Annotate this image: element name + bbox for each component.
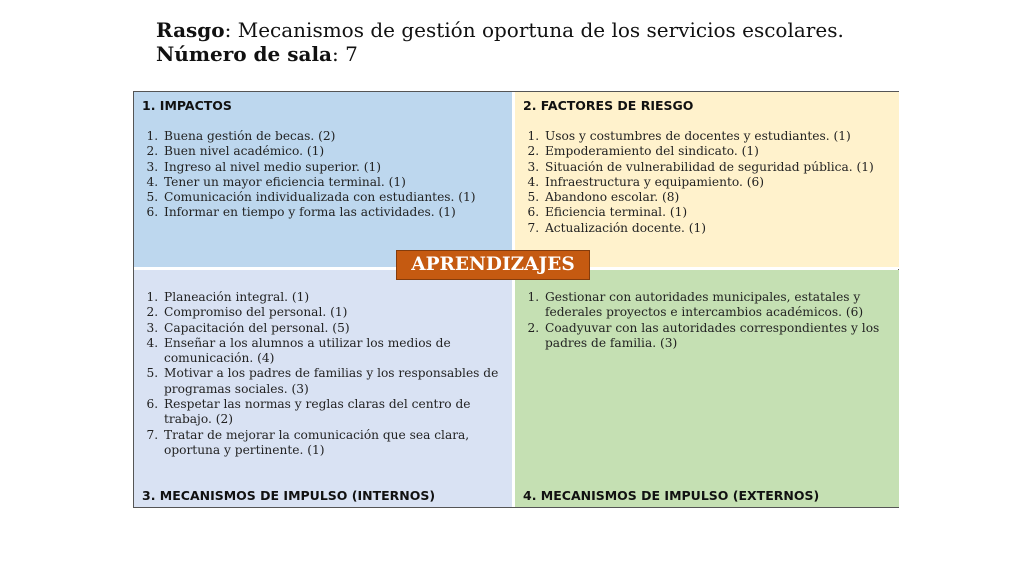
externos-list bbox=[515, 290, 893, 351]
list-item: 2. Buen nivel académico. (1) bbox=[162, 144, 502, 159]
list-item: 6. Eficiencia terminal. (1) bbox=[543, 205, 883, 220]
slide-header bbox=[156, 18, 844, 66]
list-item: 1. Buena gestión de becas. (2) bbox=[162, 129, 502, 144]
list-item: 5. Motivar a los padres de familias y los responsables de programas sociales. (3) bbox=[162, 366, 502, 397]
quadrant-grid bbox=[133, 91, 899, 508]
quadrant-title: 2. FACTORES DE RIESGO bbox=[523, 98, 694, 113]
aprendizajes-badge: APRENDIZAJES bbox=[396, 250, 590, 280]
list-item: 3. Capacitación del personal. (5) bbox=[162, 321, 502, 336]
list-item: 3. Ingreso al nivel medio superior. (1) bbox=[162, 160, 502, 175]
list-item: 3. Situación de vulnerabilidad de seguridad pública. (1) bbox=[543, 160, 883, 175]
list-item: 6. Informar en tiempo y forma las actividades. (1) bbox=[162, 205, 502, 220]
list-item: 1. Gestionar con autoridades municipales, estatales y federales proyectos e intercambios académicos. (6) bbox=[543, 290, 893, 321]
list-item: 2. Coadyuvar con las autoridades correspondientes y los padres de familia. (3) bbox=[543, 321, 893, 352]
list-item: 7. Tratar de mejorar la comunicación que sea clara, oportuna y pertinente. (1) bbox=[162, 428, 502, 459]
factores-list bbox=[515, 129, 883, 236]
sala-line bbox=[156, 42, 844, 66]
sala-text: : 7 bbox=[332, 42, 358, 66]
sala-label: Número de sala bbox=[156, 42, 332, 66]
list-item: 7. Actualización docente. (1) bbox=[543, 221, 883, 236]
list-item: 6. Respetar las normas y reglas claras del centro de trabajo. (2) bbox=[162, 397, 502, 428]
internos-list bbox=[134, 290, 502, 458]
list-item: 5. Abandono escolar. (8) bbox=[543, 190, 883, 205]
impactos-list bbox=[134, 129, 502, 221]
list-item: 4. Infraestructura y equipamiento. (6) bbox=[543, 175, 883, 190]
rasgo-line bbox=[156, 18, 844, 42]
list-item: 1. Planeación integral. (1) bbox=[162, 290, 502, 305]
quadrant-title: 4. MECANISMOS DE IMPULSO (EXTERNOS) bbox=[523, 488, 820, 503]
quadrant-title: 1. IMPACTOS bbox=[142, 98, 232, 113]
rasgo-label: Rasgo bbox=[156, 18, 225, 42]
list-item: 2. Empoderamiento del sindicato. (1) bbox=[543, 144, 883, 159]
list-item: 5. Comunicación individualizada con estudiantes. (1) bbox=[162, 190, 502, 205]
quadrant-factores-riesgo bbox=[515, 92, 899, 269]
list-item: 4. Tener un mayor eficiencia terminal. (1) bbox=[162, 175, 502, 190]
list-item: 4. Enseñar a los alumnos a utilizar los medios de comunicación. (4) bbox=[162, 336, 502, 367]
rasgo-text: : Mecanismos de gestión oportuna de los servicios escolares. bbox=[224, 18, 844, 42]
quadrant-impulso-externos bbox=[515, 270, 899, 507]
quadrant-title: 3. MECANISMOS DE IMPULSO (INTERNOS) bbox=[142, 488, 436, 503]
quadrant-impulso-internos bbox=[134, 270, 514, 507]
list-item: 1. Usos y costumbres de docentes y estudiantes. (1) bbox=[543, 129, 883, 144]
quadrant-impactos bbox=[134, 92, 514, 269]
list-item: 2. Compromiso del personal. (1) bbox=[162, 305, 502, 320]
